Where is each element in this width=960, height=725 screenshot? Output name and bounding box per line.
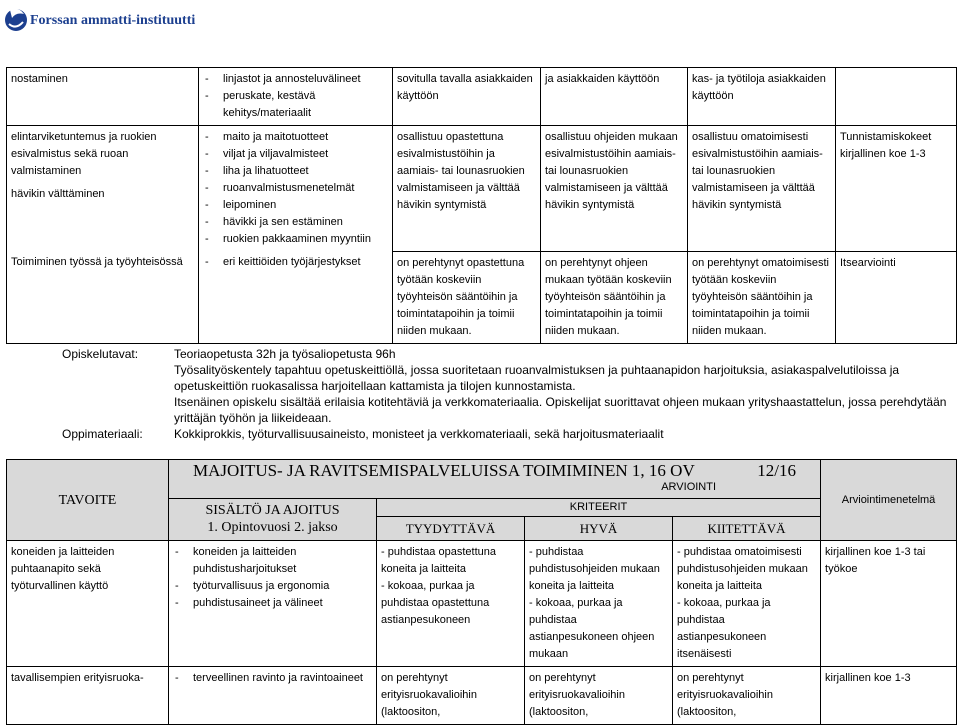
table-cell: osallistuu ohjeiden mukaan esivalmistustöihin aamiais- tai lounasruokien valmistamiseen ja välttää hävikin syntymistä — [541, 126, 688, 252]
list-item: - hävikki ja sen estäminen — [203, 214, 388, 231]
table-cell: kirjallinen koe 1-3 tai työkoe — [821, 541, 957, 667]
table-cell: koneiden ja laitteiden puhtaanapito sekä työturvallinen käyttö — [7, 541, 169, 667]
logo-emblem-icon — [4, 4, 28, 34]
table-cell: sovitulla tavalla asiakkaiden käyttöön — [393, 68, 541, 126]
study-methods-label: Opiskelutavat: — [62, 347, 139, 361]
table-cell: tavallisempien erityisruoka- — [7, 667, 169, 725]
header-goal: TAVOITE — [7, 460, 169, 541]
list-item: - eri keittiöiden työjärjestykset — [203, 254, 388, 271]
header-assessment: ARVIOINTI — [661, 481, 717, 493]
table-cell: nostaminen — [7, 68, 199, 126]
list-item: - liha ja lihatuotteet — [203, 163, 388, 180]
table-row — [7, 541, 957, 667]
list-item: - ruoanvalmistusmenetelmät — [203, 180, 388, 197]
list-item: - viljat ja viljavalmisteet — [203, 146, 388, 163]
content-list — [203, 254, 388, 271]
table-cell: - puhdistaa puhdistusohjeiden mukaan koneita ja laitteita - kokoaa, purkaa ja puhdistaa astianpesukoneen ohjeen mukaan — [525, 541, 673, 667]
header-good: HYVÄ — [525, 517, 673, 541]
table-cell: on perehtynyt opastettuna työtään koskeviin työyhteisön sääntöihin ja toimintatapoihin ja toimii niiden mukaan. — [393, 251, 541, 343]
table-cell — [199, 251, 393, 343]
header-content: SISÄLTÖ JA AJOITUS — [205, 503, 340, 518]
header-method: Arviointimenetelmä — [841, 493, 936, 506]
table-cell: on perehtynyt ohjeen mukaan työtään koskeviin työyhteisön sääntöihin ja toimintatapoihin ja toimii niiden mukaan. — [541, 251, 688, 343]
study-methods-line: Teoriaopetusta 32h ja työsaliopetusta 96h — [174, 347, 396, 361]
materials-label: Oppimateriaali: — [62, 427, 143, 441]
list-item: - maito ja maitotuotteet — [203, 129, 388, 146]
table-cell: on perehtynyt omatoimisesti työtään koskeviin työyhteisön sääntöihin ja toimintatapoihin ja toimii niiden mukaan. — [688, 251, 836, 343]
page-title: MAJOITUS- JA RAVITSEMISPALVELUISSA TOIMIMINEN 1, 16 OV — [193, 461, 695, 480]
list-item: - linjastot ja annosteluvälineet — [203, 71, 388, 88]
table-cell: on perehtynyt erityisruokavalioihin (laktoositon, — [525, 667, 673, 725]
content-list — [203, 71, 388, 122]
logo — [4, 4, 195, 34]
materials-text: Kokkiprokkis, työturvallisuusaineisto, monisteet ja verkkomateriaali, sekä harjoitusmateriaalit — [174, 427, 664, 441]
list-item: - koneiden ja laitteiden puhdistusharjoitukset — [173, 544, 372, 578]
title-date: 12/16 — [757, 461, 797, 480]
table-cell — [199, 126, 393, 252]
table-header-row — [7, 460, 957, 499]
table-cell: kirjallinen koe 1-3 — [821, 667, 957, 725]
table-cell: Tunnistamiskokeet kirjallinen koe 1-3 — [836, 126, 957, 252]
table-cell — [199, 68, 393, 126]
list-item: - terveellinen ravinto ja ravintoaineet — [173, 670, 372, 687]
list-item: - leipominen — [203, 197, 388, 214]
study-info — [62, 346, 952, 442]
table-cell — [169, 541, 377, 667]
table-cell: osallistuu omatoimisesti esivalmistustöihin aamiais- tai lounasruokien valmistamiseen ja välttää hävikin syntymistä — [688, 126, 836, 252]
list-item: - puhdistusaineet ja välineet — [173, 595, 372, 612]
table-cell: kas- ja työtiloja asiakkaiden käyttöön — [688, 68, 836, 126]
content-list — [173, 544, 372, 612]
study-methods-line: Itsenäinen opiskelu sisältää erilaisia kotitehtäviä ja verkkomateriaalia. Opiskelijat suorittavat ohjeen mukaan yrityshaastattelun, jossa perehdytään yrittäjän työhön ja liikeideaan. — [174, 395, 947, 425]
content-list — [203, 129, 388, 248]
table-cell: on perehtynyt erityisruokavalioihin (laktoositon, — [377, 667, 525, 725]
table-row — [7, 68, 957, 126]
table-cell — [169, 667, 377, 725]
table-cell — [7, 126, 199, 252]
table-cell: Itsearviointi — [836, 251, 957, 343]
list-item: - työturvallisuus ja ergonomia — [173, 578, 372, 595]
list-item: - peruskate, kestävä kehitys/materiaalit — [203, 88, 388, 122]
list-item: - ruokien pakkaaminen myyntiin — [203, 231, 388, 248]
table-cell: - puhdistaa omatoimisesti puhdistusohjeiden mukaan koneita ja laitteita - kokoaa, purkaa ja puhdistaa astianpesukoneen itsenäisesti — [673, 541, 821, 667]
table-row — [7, 251, 957, 343]
criteria-table-2 — [6, 459, 957, 725]
table-row — [7, 126, 957, 252]
header-excellent: KIITETTÄVÄ — [673, 517, 821, 541]
content-list — [173, 670, 372, 687]
logo-text: Forssan ammatti-instituutti — [30, 13, 196, 28]
table-cell — [836, 68, 957, 126]
table-row — [7, 667, 957, 725]
table-cell: Toimiminen työssä ja työyhteisössä — [7, 251, 199, 343]
study-methods-line: Työsalityöskentely tapahtuu opetuskeittiöllä, jossa suoritetaan ruoanvalmistuksen ja puhtaanapidon harjoituksia, asiakaspalvelutiloissa ja opetuskeittiön ruokasalissa harjoitellaan kattamista ja tilojen kunnostamista. — [174, 363, 900, 393]
table-cell: osallistuu opastettuna esivalmistustöihin ja aamiais- tai lounasruokien valmistamiseen ja välttää hävikin syntymistä — [393, 126, 541, 252]
table-cell: - puhdistaa opastettuna koneita ja laitteita - kokoaa, purkaa ja puhdistaa opastettuna astianpesukoneen — [377, 541, 525, 667]
header-content-sub: 1. Opintovuosi 2. jakso — [207, 520, 338, 535]
criteria-table-1 — [6, 67, 957, 344]
goal-text: hävikin välttäminen — [11, 188, 105, 200]
table-cell: ja asiakkaiden käyttöön — [541, 68, 688, 126]
header-criteria: KRITEERIT — [377, 499, 821, 517]
header-satisfactory: TYYDYTTÄVÄ — [377, 517, 525, 541]
table-cell: on perehtynyt erityisruokavalioihin (laktoositon, — [673, 667, 821, 725]
goal-text: elintarviketuntemus ja ruokien esivalmistus sekä ruoan valmistaminen — [11, 131, 157, 177]
